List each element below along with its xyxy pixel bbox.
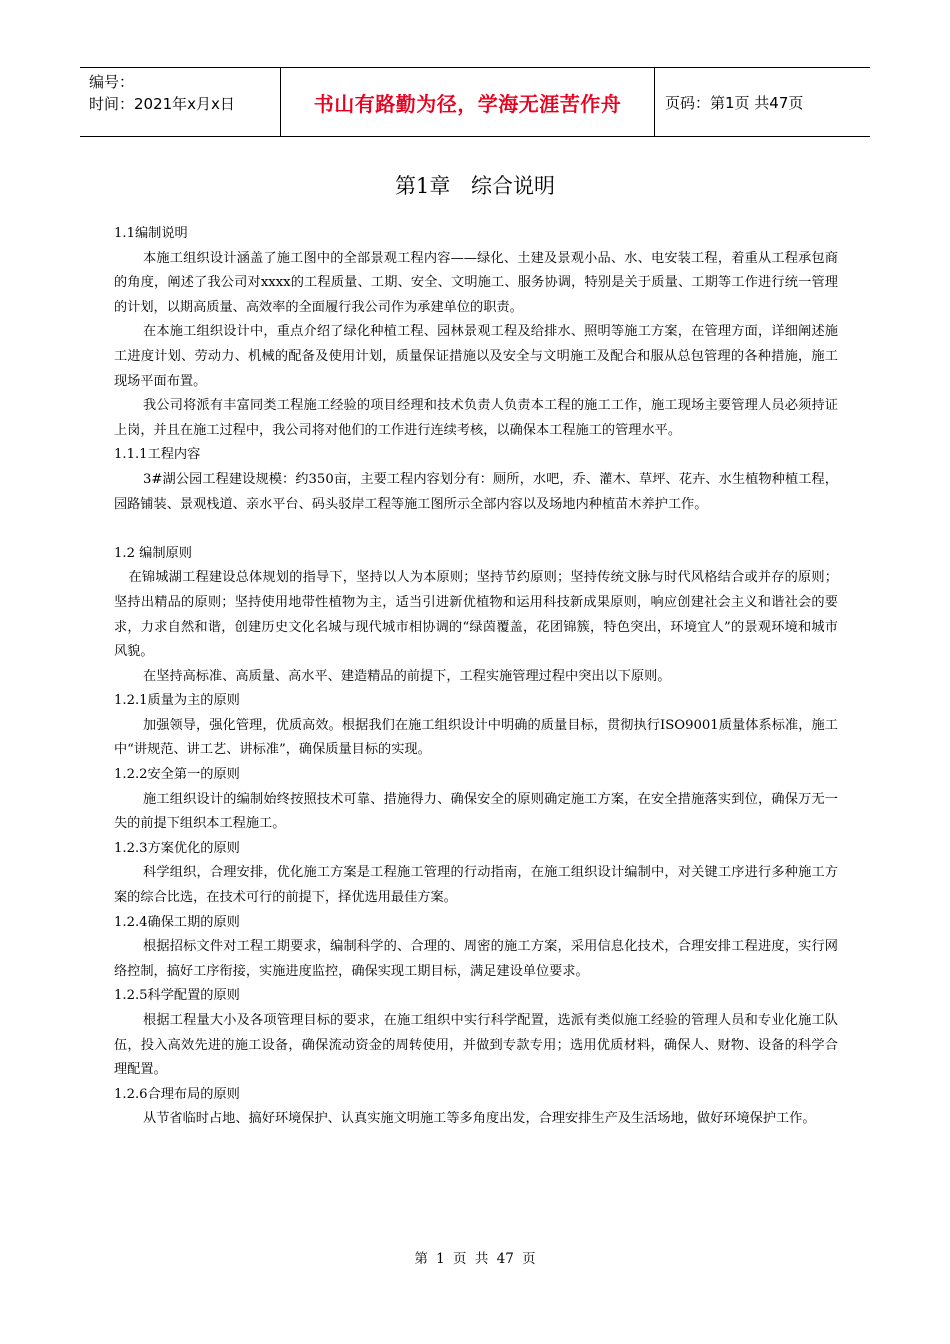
header-motto: 书山有路勤为径，学海无涯苦作舟 [313,91,622,116]
document-date: 时间：2021年x月x日 [89,95,235,113]
body-paragraph: 从节省临时占地、搞好环境保护、认真实施文明施工等多角度出发，合理安排生产及生活场地，做好环境保护工作。 [143,1111,816,1127]
body-paragraph: 在锦城湖工程建设总体规划的指导下，坚持以人为本原则；坚持节约原则；坚持传统文脉与时代风格结合或并存的原则；坚持出精品的原则；坚持使用地带性植物为主，适当引进新优植物和运用科技新成果原则，响应创建社会主义和谐社会的要求，力求自然和谐，创建历史文化名城与现代城市相协调的“绿茵覆盖，花团锦簇，特色突出，环境宜人”的景观环境和城市风貌。 [114,570,838,660]
header-page-info: 页码：第1页 共47页 [665,93,804,112]
body-paragraph: 3#湖公园工程建设规模：约350亩，主要工程内容划分有：厕所，水吧，乔、灌木、草坪、花卉、水生植物种植工程，园路铺装、景观栈道、亲水平台、码头驳岸工程等施工图所示全部内容以及场地内种植苗木养护工作。 [114,471,838,512]
body-paragraph: 施工组织设计的编制始终按照技术可靠、措施得力、确保安全的原则确定施工方案，在安全措施落实到位，确保万无一失的前提下组织本工程施工。 [114,791,838,832]
blank-line [114,517,838,542]
body-paragraph: 在坚持高标准、高质量、高水平、建造精品的前提下，工程实施管理过程中突出以下原则。 [143,668,671,684]
body-paragraph: 根据工程量大小及各项管理目标的要求，在施工组织中实行科学配置，选派有类似施工经验的管理人员和专业化施工队伍，投入高效先进的施工设备，确保流动资金的周转使用，并做到专款专用；选用优质材料，确保人、财物、设备的科学合理配置。 [114,1013,838,1078]
section-heading: 1.2.5科学配置的原则 [114,988,240,1004]
header-meta [80,68,280,136]
chapter-title: 第1章 综合说明 [394,174,556,198]
body-paragraph: 本施工组织设计涵盖了施工图中的全部景观工程内容——绿化、土建及景观小品、水、电安装工程，着重从工程承包商的角度，阐述了我公司对xxxx的工程质量、工期、安全、文明施工、服务协调，特别是关于质量、工期等工作进行统一管理的计划，以期高质量、高效率的全面履行我公司作为承建单位的职责。 [114,250,838,315]
section-heading: 1.2.4确保工期的原则 [114,914,240,930]
header-motto-cell [280,68,655,136]
body-paragraph: 科学组织，合理安排，优化施工方案是工程施工管理的行动指南，在施工组织设计编制中，对关键工序进行多种施工方案的综合比选，在技术可行的前提下，择优选用最佳方案。 [114,865,838,906]
section-heading: 1.2 编制原则 [114,545,192,561]
section-heading: 1.1.1工程内容 [114,447,201,463]
section-heading: 1.2.1质量为主的原则 [114,693,240,709]
section-heading: 1.1编制说明 [114,226,188,241]
body-paragraph: 加强领导，强化管理，优质高效。根据我们在施工组织设计中明确的质量目标，贯彻执行ISO9001质量体系标准，施工中“讲规范、讲工艺、讲标准”，确保质量目标的实现。 [114,717,838,758]
section-heading: 1.2.3方案优化的原则 [114,840,240,856]
body-paragraph: 我公司将派有丰富同类工程施工经验的项目经理和技术负责人负责本工程的施工工作，施工现场主要管理人员必须持证上岗，并且在施工过程中，我公司将对他们的工作进行连续考核，以确保本工程施工的管理水平。 [114,398,838,438]
section-heading: 1.2.6合理布局的原则 [114,1086,240,1102]
page-header [80,67,870,137]
section-heading: 1.2.2安全第一的原则 [114,767,240,783]
body-paragraph: 在本施工组织设计中，重点介绍了绿化种植工程、园林景观工程及给排水、照明等施工方案，在管理方面，详细阐述施工进度计划、劳动力、机械的配备及使用计划，质量保证措施以及安全与文明施工及配合和服从总包管理的各种措施，施工现场平面布置。 [114,324,838,389]
page-footer: 第 1 页 共 47 页 [414,1251,536,1267]
document-body [114,222,838,1132]
body-paragraph: 根据招标文件对工程工期要求，编制科学的、合理的、周密的施工方案，采用信息化技术，合理安排工程进度，实行网络控制，搞好工序衔接，实施进度监控，确保实现工期目标，满足建设单位要求。 [114,939,838,979]
document-number-label: 编号： [89,73,135,91]
